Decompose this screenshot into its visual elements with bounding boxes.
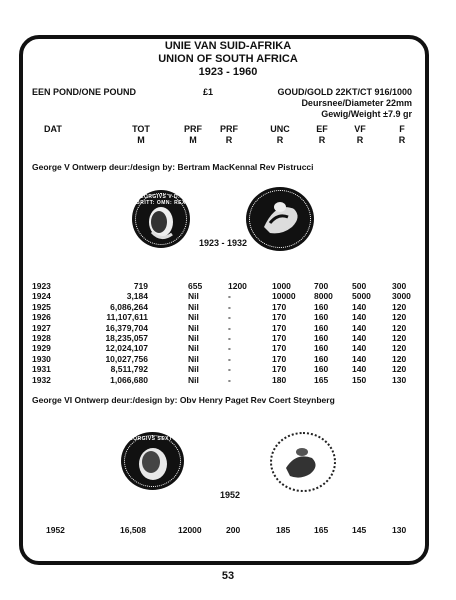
col-header-vf: VF [354,124,366,134]
cell-tot-m: 6,086,264 [110,301,148,312]
col-header-tot: TOT [132,124,150,134]
cell-prf-r: - [228,364,231,375]
cell-unc-r: 170 [272,333,287,343]
cell-ef-r: 160 [314,353,329,364]
cell-tot-m: 18,235,057 [105,333,148,343]
cell-vf-r: 500 [352,281,367,291]
cell-ef-r: 160 [314,301,329,312]
cell-vf-r: 140 [352,343,367,354]
col-header-dat: DAT [44,124,62,134]
cell-unc-r: 170 [272,353,287,364]
col-header-ef: EF [316,124,328,134]
cell-prf-r: - [228,312,231,323]
cell-prf-m: Nil [188,374,199,385]
title-english: UNION OF SOUTH AFRICA [158,53,298,65]
col-header-f: F [399,124,405,134]
cell-unc-r: 185 [276,525,291,535]
col-header-prf-m: PRF [184,124,202,134]
cell-vf-r: 140 [352,322,367,333]
title-years: 1923 - 1960 [198,66,258,78]
cell-tot-m: 16,508 [120,525,146,535]
table-row [0,354,456,365]
cell-ef-r: 8000 [314,291,333,302]
table-row [0,291,456,302]
cell-prf-r: - [228,291,231,302]
cell-tot-m: 1,066,680 [110,374,148,385]
denomination: EEN POND/ONE POUND [32,87,137,97]
george-vi-reverse-coin-image [270,432,336,492]
cell-prf-m: Nil [188,312,199,323]
cell-vf-r: 140 [352,364,367,375]
table-row [0,343,456,354]
table-row [0,302,456,313]
col-header-unc-sub: R [276,135,284,145]
cell-unc-r: 170 [272,312,287,323]
cell-ef-r: 160 [314,364,329,375]
cell-vf-r: 150 [352,374,367,385]
cell-prf-r: - [228,353,231,364]
metal-spec: GOUD/GOLD 22KT/CT 916/1000 [277,87,412,97]
george-vi-coin-legend: GEORGIVS SEXTVS [124,436,181,442]
cell-unc-r: 170 [272,322,287,333]
section-george-vi-heading: George VI Ontwerp deur:/design by: Obv Henry Paget Rev Coert Steynberg [32,395,335,405]
cell-prf-r: - [228,333,231,343]
cell-prf-r: 200 [226,525,241,535]
col-header-prf-m-sub: M [189,135,197,145]
cell-prf-r: - [228,374,231,385]
cell-f-r: 120 [392,343,407,354]
cell-date: 1930 [32,353,51,364]
cell-date: 1924 [32,291,51,302]
cell-prf-m: Nil [188,364,199,375]
section-george-v-range: 1923 - 1932 [199,238,248,248]
cell-tot-m: 3,184 [126,291,148,302]
cell-prf-m: 655 [188,281,203,291]
cell-prf-r: - [228,301,231,312]
cell-vf-r: 5000 [352,291,371,302]
cell-prf-m: Nil [188,353,199,364]
cell-f-r: 3000 [392,291,411,302]
cell-tot-m: 719 [133,281,148,291]
cell-vf-r: 140 [352,301,367,312]
cell-unc-r: 170 [272,301,287,312]
cell-date: 1932 [32,374,51,385]
cell-f-r: 120 [392,364,407,375]
george-vi-obverse-coin-image [121,432,184,490]
face-value: £1 [203,87,214,97]
table-row [0,375,456,386]
cell-tot-m: 8,511,792 [110,364,148,375]
table-row [0,312,456,323]
cell-prf-m: Nil [188,291,199,302]
cell-ef-r: 160 [314,343,329,354]
george-v-obverse-coin-image [132,190,190,248]
cell-date: 1925 [32,301,51,312]
cell-unc-r: 10000 [272,291,296,302]
col-header-vf-sub: R [356,135,364,145]
cell-date: 1931 [32,364,51,375]
table-row [0,525,456,536]
cell-prf-m: Nil [188,333,199,343]
section-george-v-heading: George V Ontwerp deur:/design by: Bertram MacKennal Rev Pistrucci [32,162,314,172]
cell-f-r: 130 [392,374,407,385]
cell-ef-r: 160 [314,312,329,323]
cell-tot-m: 11,107,611 [106,312,148,323]
cell-ef-r: 165 [314,374,329,385]
cell-ef-r: 160 [314,333,329,343]
cell-prf-m: Nil [188,301,199,312]
table-row [0,281,456,292]
cell-ef-r: 165 [314,525,329,535]
cell-f-r: 120 [392,312,407,323]
table-row [0,333,456,344]
cell-prf-m: Nil [188,343,199,354]
cell-unc-r: 170 [272,364,287,375]
cell-f-r: 120 [392,333,407,343]
cell-ef-r: 160 [314,322,329,333]
cell-date: 1926 [32,312,51,323]
cell-tot-m: 12,024,107 [105,343,148,354]
cell-vf-r: 140 [352,333,367,343]
col-header-tot-sub: M [137,135,145,145]
cell-f-r: 120 [392,322,407,333]
cell-vf-r: 140 [352,312,367,323]
cell-f-r: 130 [392,525,407,535]
cell-vf-r: 145 [352,525,367,535]
table-row [0,364,456,375]
col-header-ef-sub: R [318,135,326,145]
cell-f-r: 120 [392,353,407,364]
cell-date: 1927 [32,322,51,333]
cell-vf-r: 140 [352,353,367,364]
cell-f-r: 300 [392,281,407,291]
cell-ef-r: 700 [314,281,329,291]
cell-date: 1923 [32,281,51,291]
cell-date: 1929 [32,343,51,354]
cell-prf-r: - [228,322,231,333]
col-header-unc: UNC [270,124,290,134]
cell-prf-r: - [228,343,231,354]
cell-f-r: 120 [392,301,407,312]
cell-date: 1952 [46,525,65,535]
cell-prf-m: Nil [188,322,199,333]
page-number: 53 [221,570,235,582]
weight-spec: Gewig/Weight ±7.9 gr [321,109,412,119]
col-header-prf-r: PRF [220,124,238,134]
cell-date: 1928 [32,333,51,343]
george-v-reverse-coin-image [246,187,314,251]
cell-tot-m: 16,379,704 [105,322,148,333]
col-header-prf-r-sub: R [225,135,233,145]
title-afrikaans: UNIE VAN SUID-AFRIKA [164,40,292,52]
cell-prf-m: 12000 [178,525,202,535]
col-header-f-sub: R [398,135,406,145]
diameter-spec: Deursnee/Diameter 22mm [301,98,412,108]
cell-unc-r: 180 [272,374,287,385]
cell-tot-m: 10,027,756 [105,353,148,364]
cell-unc-r: 1000 [272,281,291,291]
section-george-vi-year: 1952 [220,490,241,500]
cell-unc-r: 170 [272,343,287,354]
george-v-coin-legend: GEORGIVS V D.G. BRITT: OMN: REX [135,194,187,206]
table-row [0,323,456,334]
cell-prf-r: 1200 [228,281,247,291]
